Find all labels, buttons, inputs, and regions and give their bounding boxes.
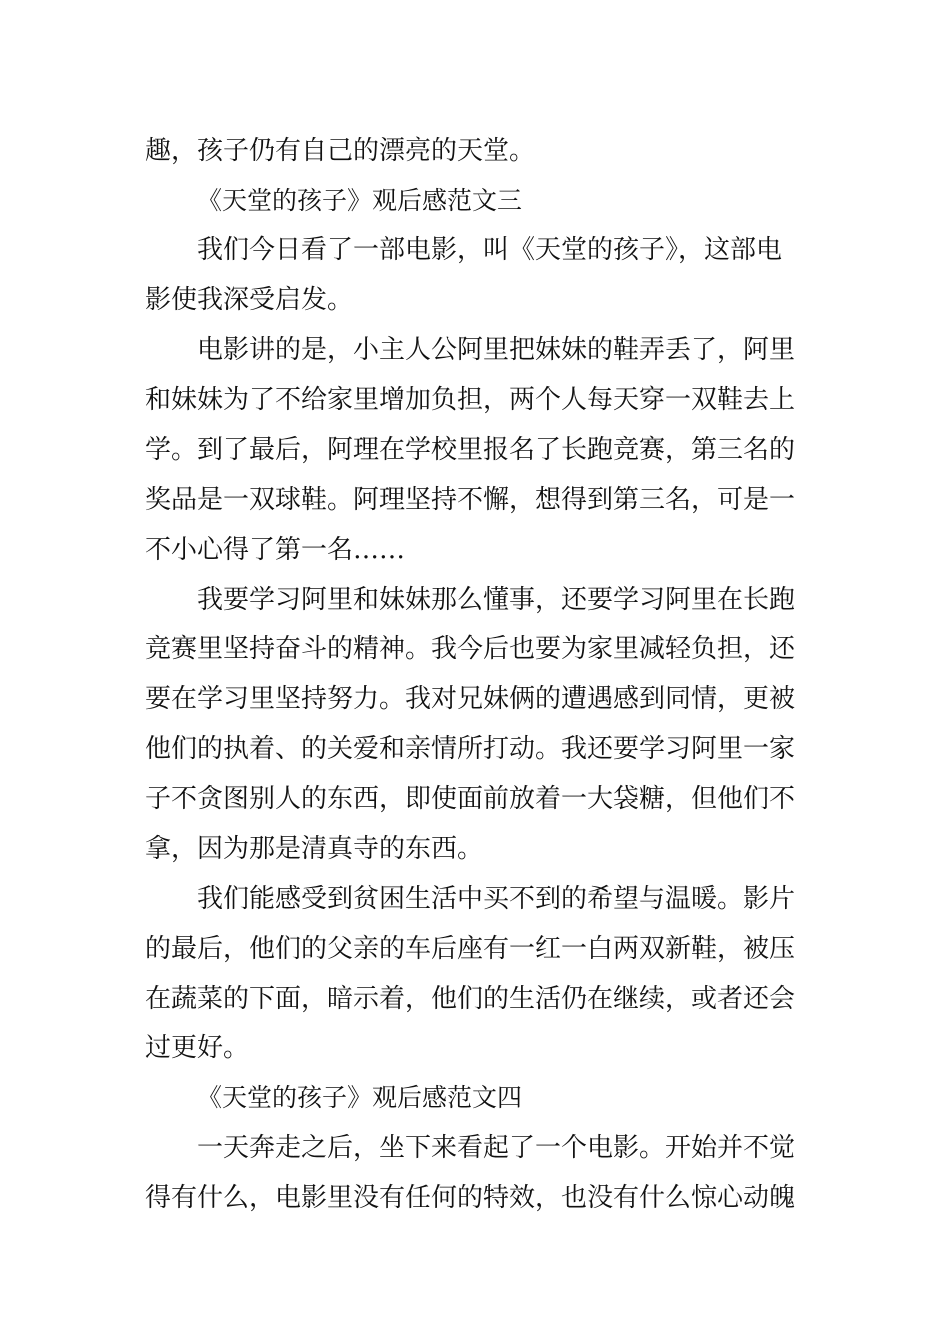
paragraph-line: 他们的执着、的关爱和亲情所打动。我还要学习阿里一家 [145, 734, 796, 764]
paragraph-line: 子不贪图别人的东西，即使面前放着一大袋糖，但他们不 [145, 784, 796, 814]
paragraph-line: 我们今日看了一部电影，叫《天堂的孩子》，这部电 [197, 235, 783, 265]
paragraph-line: 不小心得了第一名…… [145, 535, 406, 565]
paragraph-line: 得有什么，电影里没有任何的特效，也没有什么惊心动魄 [145, 1183, 796, 1213]
paragraph-line: 的最后，他们的父亲的车后座有一红一白两双新鞋，被压 [145, 934, 796, 964]
section-heading-4: 《天堂的孩子》观后感范文四 [197, 1083, 523, 1112]
paragraph-line: 一天奔走之后，坐下来看起了一个电影。开始并不觉 [197, 1133, 796, 1163]
paragraph-line: 奖品是一双球鞋。阿理坚持不懈，想得到第三名，可是一 [145, 485, 796, 515]
paragraph-line: 竞赛里坚持奋斗的精神。我今后也要为家里减轻负担，还 [145, 634, 796, 664]
paragraph-line: 和妹妹为了不给家里增加负担，两个人每天穿一双鞋去上 [145, 385, 796, 415]
paragraph-line: 拿，因为那是清真寺的东西。 [145, 834, 484, 864]
paragraph-line: 我们能感受到贫困生活中买不到的希望与温暖。影片 [197, 884, 796, 914]
paragraph-line: 电影讲的是，小主人公阿里把妹妹的鞋弄丢了，阿里 [197, 335, 796, 365]
paragraph-continuation-line: 趣，孩子仍有自己的漂亮的天堂。 [145, 136, 536, 166]
paragraph-line: 要在学习里坚持努力。我对兄妹俩的遭遇感到同情，更被 [145, 684, 796, 714]
paragraph-line: 影使我深受启发。 [145, 285, 354, 315]
paragraph-line: 学。到了最后，阿理在学校里报名了长跑竞赛，第三名的 [145, 435, 796, 465]
section-heading-3: 《天堂的孩子》观后感范文三 [197, 186, 523, 215]
paragraph-line: 在蔬菜的下面，暗示着，他们的生活仍在继续，或者还会 [145, 984, 796, 1014]
paragraph-line: 过更好。 [145, 1033, 250, 1063]
paragraph-line: 我要学习阿里和妹妹那么懂事，还要学习阿里在长跑 [197, 585, 796, 615]
